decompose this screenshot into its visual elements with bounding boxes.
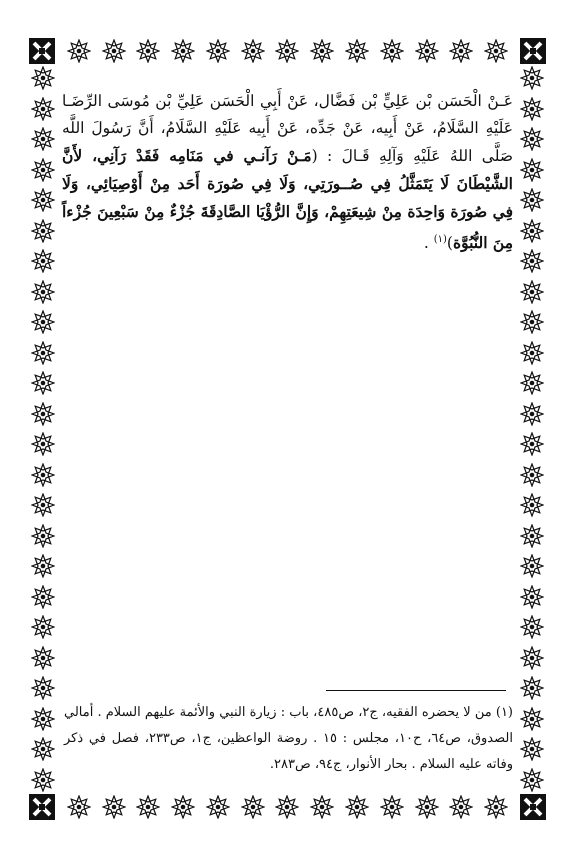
eight-point-star-icon (484, 39, 508, 63)
eight-point-star-icon (31, 127, 55, 151)
eight-point-star-icon (520, 585, 544, 609)
eight-point-star-icon (275, 795, 299, 819)
eight-point-star-icon (520, 493, 544, 517)
eight-point-star-icon (171, 39, 195, 63)
eight-point-star-icon (484, 795, 508, 819)
eight-point-star-icon (520, 768, 544, 792)
eight-point-star-icon (520, 463, 544, 487)
eight-point-star-icon (31, 249, 55, 273)
eight-point-star-icon (31, 524, 55, 548)
eight-point-star-icon (520, 554, 544, 578)
eight-point-star-icon (345, 795, 369, 819)
eight-point-star-icon (520, 432, 544, 456)
hadith-quote: مَـنْ رَآنـي في مَنَامِه فَقَدْ رَآنِي، لأَنَّ الشَّيْطَانَ لَا يَتَمَثَّلُ فِي صُــورَتِي، وَلَا فِي صُورَة أَحَد مِنْ أَوْصِيَائِي، وَلَا فِي صُورَة وَاحِدَة مِنْ شِيعَتِهِمْ، وَإِنَّ الرُّؤْيَا الصَّادِقَةَ جُزْءٌ مِنْ سَبْعِينَ جُزْءاً مِنَ النُّبُوَّة (62, 146, 513, 253)
eight-point-star-icon (67, 39, 91, 63)
eight-point-star-icon (345, 39, 369, 63)
x-square-corner-icon (28, 37, 56, 65)
eight-point-star-icon (31, 554, 55, 578)
eight-point-star-icon (31, 646, 55, 670)
eight-point-star-icon (380, 795, 404, 819)
eight-point-star-icon (449, 795, 473, 819)
eight-point-star-icon (520, 249, 544, 273)
eight-point-star-icon (415, 39, 439, 63)
footnote-ref: (١) (433, 234, 447, 245)
x-square-corner-icon (519, 793, 547, 821)
eight-point-star-icon (520, 341, 544, 365)
eight-point-star-icon (241, 39, 265, 63)
eight-point-star-icon (31, 341, 55, 365)
eight-point-star-icon (136, 795, 160, 819)
eight-point-star-icon (520, 707, 544, 731)
eight-point-star-icon (136, 39, 160, 63)
x-square-corner-icon (519, 37, 547, 65)
eight-point-star-icon (415, 795, 439, 819)
x-square-corner-icon (28, 793, 56, 821)
eight-point-star-icon (520, 737, 544, 761)
border-right (517, 66, 547, 792)
eight-point-star-icon (31, 463, 55, 487)
eight-point-star-icon (520, 676, 544, 700)
eight-point-star-icon (275, 39, 299, 63)
footnote-divider (326, 690, 506, 691)
eight-point-star-icon (520, 280, 544, 304)
footnote-1: (١) من لا يحضره الفقيه، ج٢، ص٤٨٥، باب : زيارة النبي والأئمة عليهم السلام . أمالي الصدوق، ص٦٤، ح١٠، مجلس : ١٥ . روضة الواعظين، ج١، ص٢٣٣، فصل في ذكر وفاته عليه السلام . بحار الأنوار، ج٩٤، ص٢٨٣. (64, 705, 513, 772)
eight-point-star-icon (206, 795, 230, 819)
eight-point-star-icon (31, 676, 55, 700)
eight-point-star-icon (31, 707, 55, 731)
eight-point-star-icon (31, 158, 55, 182)
eight-point-star-icon (520, 97, 544, 121)
eight-point-star-icon (520, 66, 544, 90)
eight-point-star-icon (520, 188, 544, 212)
eight-point-star-icon (520, 402, 544, 426)
eight-point-star-icon (31, 615, 55, 639)
eight-point-star-icon (520, 219, 544, 243)
hadith-end: . (423, 234, 434, 253)
eight-point-star-icon (31, 737, 55, 761)
eight-point-star-icon (31, 66, 55, 90)
eight-point-star-icon (102, 795, 126, 819)
eight-point-star-icon (31, 188, 55, 212)
eight-point-star-icon (67, 795, 91, 819)
eight-point-star-icon (449, 39, 473, 63)
page-body (62, 88, 513, 257)
eight-point-star-icon (31, 493, 55, 517)
hadith-text (62, 88, 513, 257)
eight-point-star-icon (310, 39, 334, 63)
eight-point-star-icon (520, 371, 544, 395)
eight-point-star-icon (31, 402, 55, 426)
hadith-chain: عَـنْ الْحَسَن بْن عَلِيٍّ بْن فَضَّال، عَنْ أَبِي الْحَسَن عَلِيِّ بْن مُوسَى الرِّضَـا عَلَيْهِ السَّلَامُ، عَنْ أَبِيه، عَنْ جَدِّه، عَنْ أَبِيه عَلَيْهِ السَّلَامُ، أَنَّ رَسُولَ اللَّه صَلَّى اللهُ عَلَيْهِ وَآلِهِ قَـالَ : ( (62, 92, 513, 165)
hadith-closing: ) (446, 234, 453, 253)
eight-point-star-icon (31, 768, 55, 792)
eight-point-star-icon (31, 310, 55, 334)
footnotes (64, 700, 513, 778)
eight-point-star-icon (171, 795, 195, 819)
eight-point-star-icon (31, 585, 55, 609)
eight-point-star-icon (520, 646, 544, 670)
eight-point-star-icon (31, 371, 55, 395)
eight-point-star-icon (520, 127, 544, 151)
eight-point-star-icon (380, 39, 404, 63)
eight-point-star-icon (31, 97, 55, 121)
eight-point-star-icon (31, 280, 55, 304)
eight-point-star-icon (102, 39, 126, 63)
eight-point-star-icon (520, 615, 544, 639)
eight-point-star-icon (31, 432, 55, 456)
eight-point-star-icon (31, 219, 55, 243)
eight-point-star-icon (241, 795, 265, 819)
eight-point-star-icon (310, 795, 334, 819)
eight-point-star-icon (206, 39, 230, 63)
eight-point-star-icon (520, 310, 544, 334)
border-bottom (28, 792, 547, 822)
border-left (28, 66, 58, 792)
eight-point-star-icon (520, 158, 544, 182)
eight-point-star-icon (520, 524, 544, 548)
border-top (28, 36, 547, 66)
